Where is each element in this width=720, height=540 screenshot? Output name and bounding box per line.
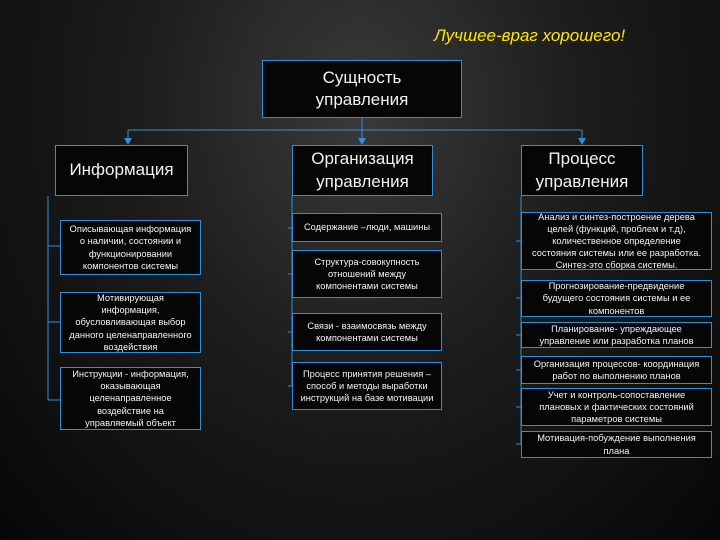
item-text: Связи - взаимосвязь между компонентами системы bbox=[307, 320, 427, 343]
item-text: Описывающая информация о наличии, состоянии и функционировании компонентов системы bbox=[69, 224, 192, 271]
information-item-motivating bbox=[60, 292, 201, 353]
item-text: Процесс принятия решения – способ и методы выработки инструкций на базе мотивации bbox=[300, 368, 434, 404]
organization-item-structure bbox=[292, 250, 442, 298]
column-header-information bbox=[55, 145, 188, 196]
information-item-descriptive bbox=[60, 220, 201, 275]
column-header-label: Процесс управления bbox=[535, 149, 629, 191]
column-header-label: Организация управления bbox=[311, 149, 414, 191]
item-text: Инструкции - информация, оказывающая целенаправленное воздействие на управляемый объект bbox=[72, 369, 189, 428]
item-text: Структура-совокупность отношений между компонентами системы bbox=[314, 256, 420, 292]
column-header-process bbox=[521, 145, 643, 196]
item-text: Учет и контроль-сопоставление плановых и фактических состояний параметров системы bbox=[539, 389, 694, 425]
root-label: Сущность управления bbox=[315, 67, 409, 109]
process-item-control bbox=[521, 388, 712, 426]
process-item-forecasting bbox=[521, 280, 712, 317]
process-item-motivation bbox=[521, 431, 712, 458]
organization-item-links bbox=[292, 313, 442, 351]
column-header-label: Информация bbox=[69, 160, 174, 180]
organization-item-content bbox=[292, 213, 442, 242]
item-text: Анализ и синтез-построение дерева целей (функций, проблем и т.д), количественное определение состояния системы или ее разработка. Синтез-это сборка системы. bbox=[531, 211, 702, 271]
root-node bbox=[262, 60, 462, 118]
item-text: Содержание –люди, машины bbox=[303, 222, 431, 233]
item-text: Мотивирующая информация, обусловливающая выбор данного целенаправленного воздействия bbox=[69, 293, 192, 352]
item-text: Мотивация-побуждение выполнения плана bbox=[537, 433, 696, 456]
process-item-planning bbox=[521, 322, 712, 348]
item-text: Прогнозирование-предвидение будущего состояния системы и ее компонентов bbox=[542, 281, 691, 316]
item-text: Организация процессов- координация работ по выполнению планов bbox=[533, 358, 700, 381]
organization-item-decision bbox=[292, 362, 442, 410]
information-item-instructions bbox=[60, 367, 201, 430]
item-text: Планирование- упреждающее управление или разработка планов bbox=[539, 323, 694, 346]
column-header-organization bbox=[292, 145, 433, 196]
process-item-analysis bbox=[521, 212, 712, 270]
process-item-organization bbox=[521, 356, 712, 384]
motto-text: Лучшее-враг хорошего! bbox=[434, 26, 626, 45]
